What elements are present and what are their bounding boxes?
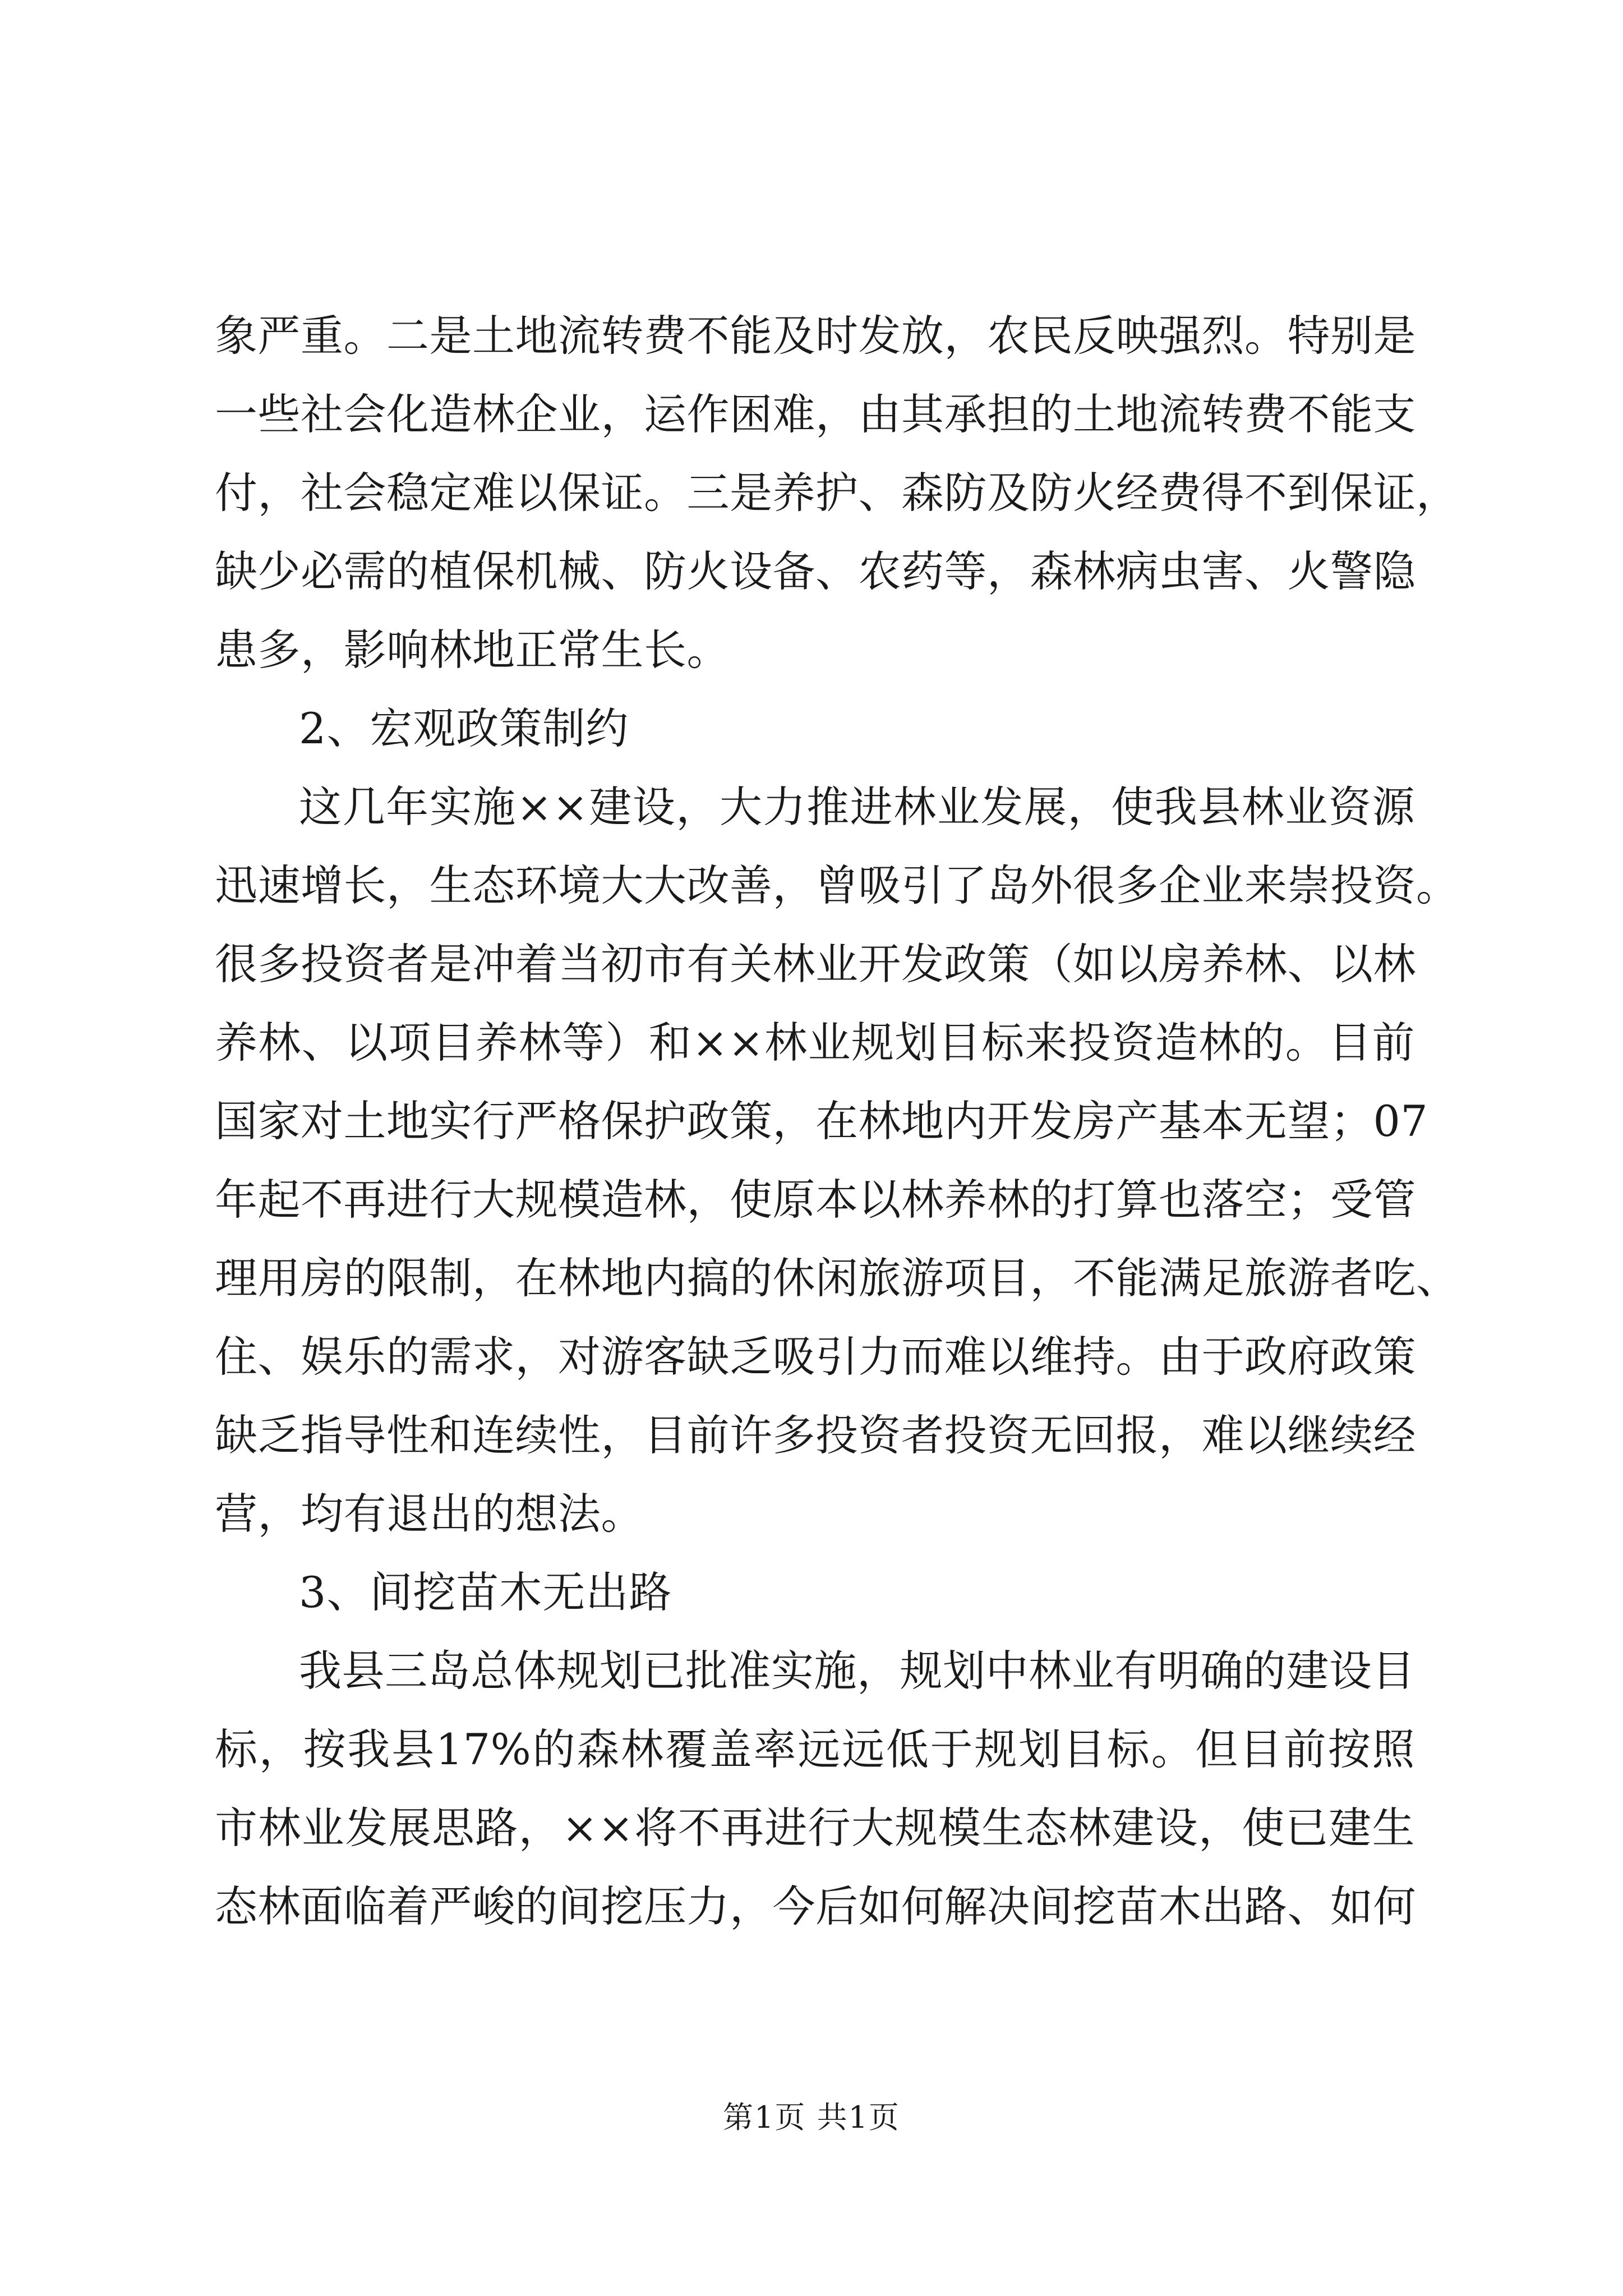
paragraph-line: 迅速增长，生态环境大大改善，曾吸引了岛外很多企业来崇投资。 — [215, 861, 1459, 910]
paragraph-line: 一些社会化造林企业，运作困难，由其承担的土地流转费不能支 — [215, 389, 1416, 439]
paragraph-line: 态林面临着严峻的间挖压力，今后如何解决间挖苗木出路、如何 — [215, 1881, 1416, 1931]
paragraph-line: 养林、以项目养林等）和××林业规划目标来投资造林的。目前 — [215, 1018, 1415, 1068]
paragraph-line: 市林业发展思路，××将不再进行大规模生态林建设，使已建生 — [215, 1803, 1415, 1853]
paragraph-line: 营，均有退出的想法。 — [215, 1489, 644, 1539]
section-heading-3: 3、间挖苗木无出路 — [299, 1567, 672, 1617]
paragraph-line: 象严重。二是土地流转费不能及时发放，农民反映强烈。特别是 — [215, 311, 1416, 361]
paragraph-line: 缺乏指导性和连续性，目前许多投资者投资无回报，难以继续经 — [215, 1410, 1416, 1460]
paragraph-line: 理用房的限制，在林地内搞的休闲旅游项目，不能满足旅游者吃、 — [215, 1253, 1459, 1303]
paragraph-line: 患多，影响林地正常生长。 — [215, 625, 730, 675]
paragraph-line: 年起不再进行大规模造林，使原本以林养林的打算也落空；受管 — [215, 1175, 1416, 1225]
paragraph-line: 很多投资者是冲着当初市有关林业开发政策（如以房养林、以林 — [215, 939, 1416, 989]
paragraph-line: 我县三岛总体规划已批准实施，规划中林业有明确的建设目 — [299, 1646, 1415, 1696]
section-heading-2: 2、宏观政策制约 — [299, 703, 629, 753]
paragraph-line: 标，按我县17%的森林覆盖率远远低于规划目标。但目前按照 — [215, 1724, 1415, 1774]
paragraph-line: 住、娱乐的需求，对游客缺乏吸引力而难以维持。由于政府政策 — [215, 1332, 1416, 1382]
paragraph-line: 这几年实施××建设，大力推进林业发展，使我县林业资源 — [299, 782, 1415, 832]
paragraph-line: 国家对土地实行严格保护政策，在林地内开发房产基本无望；07 — [215, 1096, 1428, 1146]
paragraph-line: 缺少必需的植保机械、防火设备、农药等，森林病虫害、火警隐 — [215, 546, 1416, 596]
paragraph-line: 付，社会稳定难以保证。三是养护、森防及防火经费得不到保证， — [215, 468, 1459, 518]
page-footer: 第1页 共1页 — [723, 2100, 900, 2135]
